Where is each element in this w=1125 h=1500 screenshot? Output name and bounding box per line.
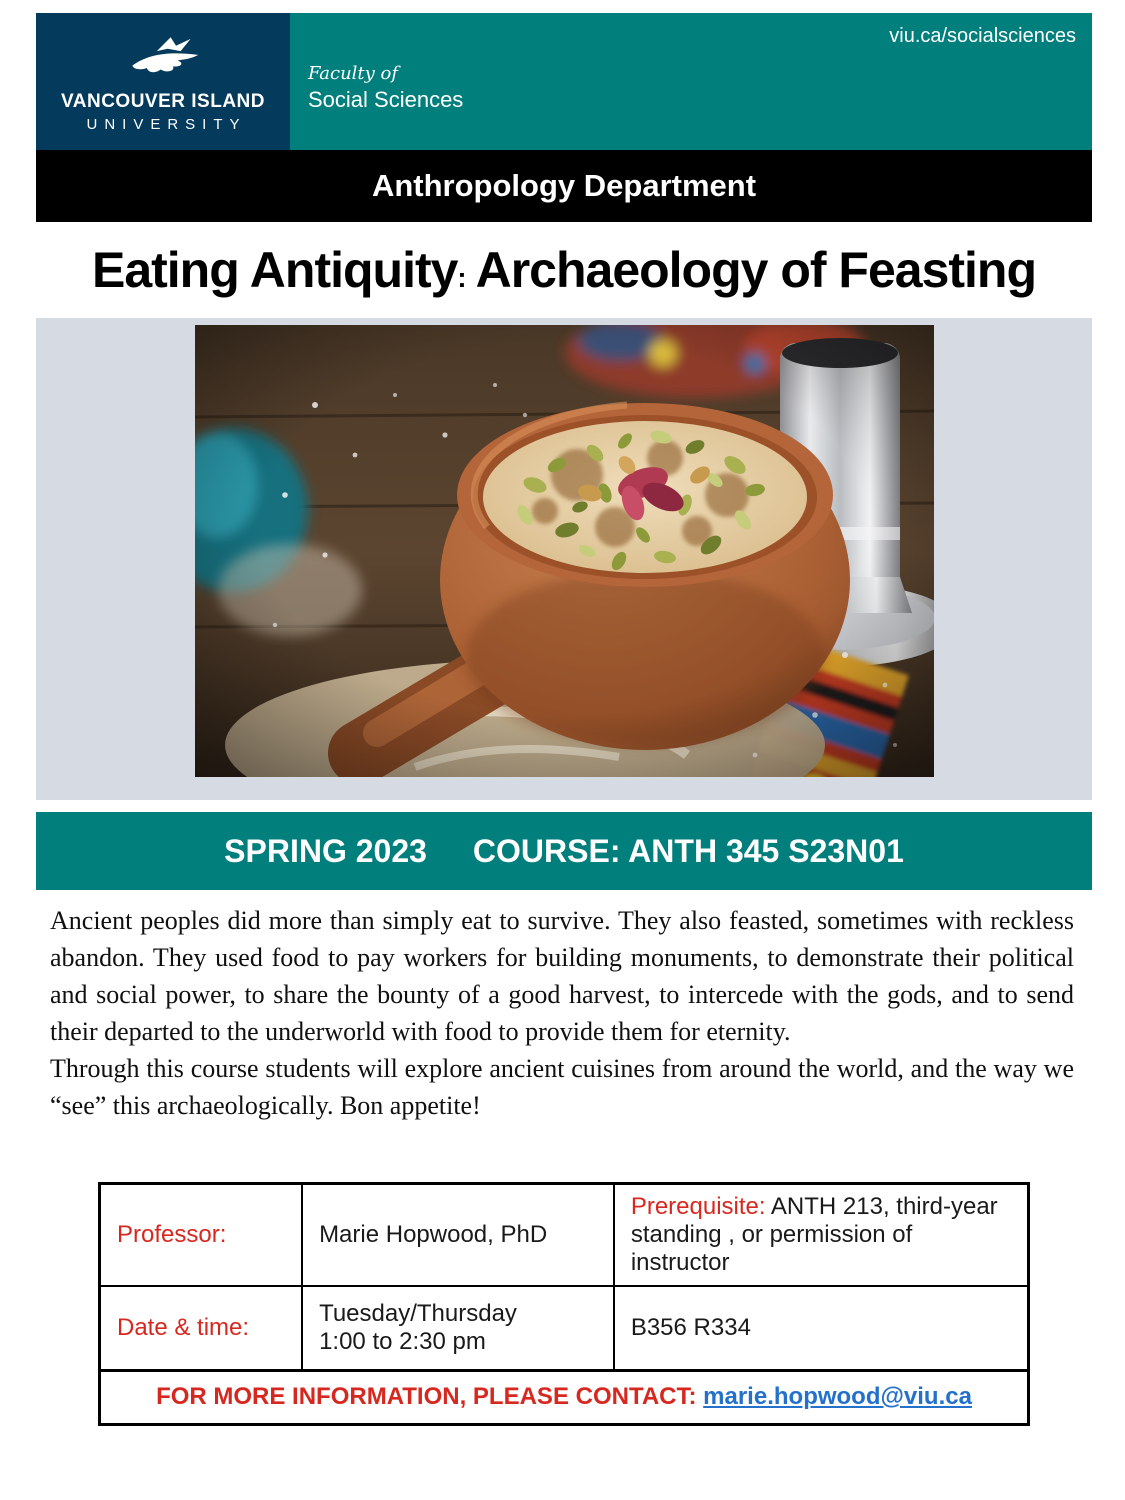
banner-season: SPRING 2023 — [224, 832, 427, 869]
page-title-colon: : — [457, 262, 466, 293]
page-title-part1: Eating Antiquity — [91, 242, 458, 298]
prerequisite-cell — [614, 1184, 1029, 1287]
faculty-name-label: Social Sciences — [308, 87, 464, 112]
header — [36, 13, 1092, 150]
description-paragraph-2: Through this course students will explore ancient cuisines from around the world, and the way we “see” this archaeologically. Bon appetite! — [50, 1054, 1074, 1120]
department-bar — [36, 150, 1092, 222]
datetime-hours: 1:00 to 2:30 pm — [319, 1327, 486, 1355]
department-title: Anthropology Department — [371, 168, 757, 203]
faculty-title — [308, 63, 463, 113]
page-title — [36, 222, 1092, 318]
table-row-contact — [100, 1370, 1029, 1424]
photo-vignette — [195, 325, 934, 777]
viu-logo-box — [36, 13, 290, 150]
page-title-part2: Archaeology of Feasting — [475, 242, 1037, 298]
course-photo — [195, 325, 934, 777]
banner-course-code: COURSE: ANTH 345 S23N01 — [472, 832, 904, 869]
course-info-table — [98, 1182, 1030, 1426]
faculty-banner — [290, 13, 1092, 150]
course-description — [50, 902, 1074, 1124]
datetime-label: Date & time: — [100, 1286, 303, 1370]
website-url: viu.ca/socialsciences — [889, 25, 1076, 47]
room-value: B356 R334 — [614, 1286, 1029, 1370]
prerequisite-label: Prerequisite: — [630, 1193, 766, 1220]
photo-panel — [36, 318, 1092, 800]
logo-text-line1: VANCOUVER ISLAND — [61, 90, 265, 112]
contact-label: FOR MORE INFORMATION, PLEASE CONTACT: — [156, 1383, 704, 1410]
professor-label: Professor: — [100, 1184, 303, 1287]
prerequisite-value: ANTH 213, third-year standing , or permission of instructor — [630, 1193, 998, 1276]
description-paragraph-1: Ancient peoples did more than simply eat to survive. They also feasted, sometimes with reckless abandon. They used food to pay workers for building monuments, to demonstrate their political and social power, to share the bounty of a good harvest, to intercede with the gods, and to send their departed to the underworld with food to provide them for eternity. — [50, 906, 1074, 1046]
contact-cell — [100, 1370, 1029, 1424]
datetime-days: Tuesday/Thursday — [319, 1299, 517, 1327]
contact-email-link[interactable]: marie.hopwood@viu.ca — [703, 1383, 972, 1410]
course-banner — [36, 812, 1092, 890]
table-row-datetime — [100, 1286, 1029, 1370]
faculty-prefix-label: Faculty of — [308, 63, 399, 84]
professor-value: Marie Hopwood, PhD — [302, 1184, 614, 1287]
viu-eagle-icon — [117, 31, 209, 85]
logo-text-line2: UNIVERSITY — [86, 115, 247, 133]
table-row-professor — [100, 1184, 1029, 1287]
datetime-value — [302, 1286, 614, 1370]
dessert-pot-photo-illustration — [195, 325, 934, 777]
